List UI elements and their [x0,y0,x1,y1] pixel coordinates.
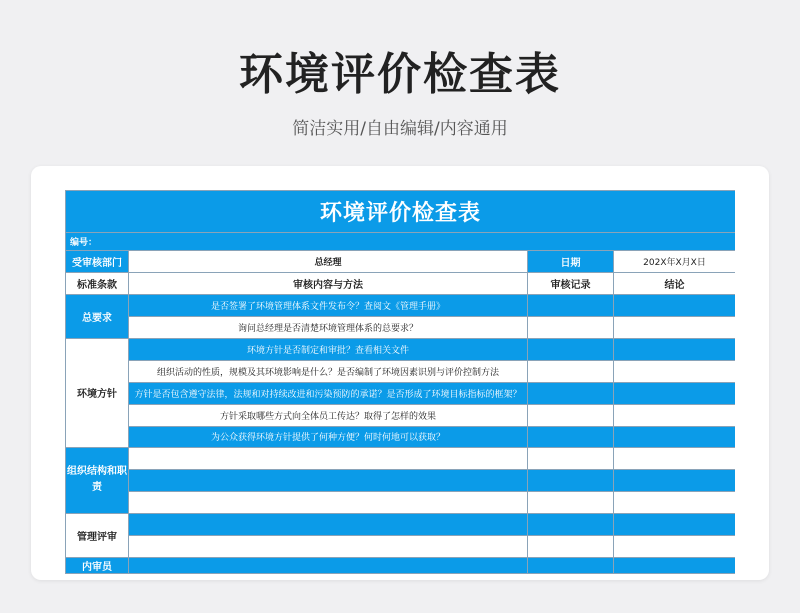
date-value[interactable]: 202X年X月X日 [614,251,736,273]
table-row [66,535,736,557]
item-cell[interactable] [129,448,528,470]
table-row [66,338,736,360]
record-cell[interactable] [528,557,614,573]
item-cell[interactable]: 方针是否包含遵守法律，法规和对持续改进和污染预防的承诺？是否形成了环境目标指标的框架？ [129,382,528,404]
col-conclusion[interactable]: 结论 [614,273,736,295]
record-cell[interactable] [528,535,614,557]
table-row [66,513,736,535]
dept-value[interactable]: 总经理 [129,251,528,273]
dept-row [66,251,736,273]
table-row [66,426,736,448]
conclusion-cell[interactable] [614,382,736,404]
record-cell[interactable] [528,426,614,448]
conclusion-cell[interactable] [614,492,736,514]
table-row [66,470,736,492]
item-cell[interactable] [129,470,528,492]
col-record[interactable]: 审核记录 [528,273,614,295]
table-row [66,492,736,514]
record-cell[interactable] [528,382,614,404]
conclusion-cell[interactable] [614,470,736,492]
sheet-title[interactable]: 环境评价检查表 [66,191,736,233]
item-cell[interactable] [129,535,528,557]
checklist-table [65,190,735,574]
conclusion-cell[interactable] [614,404,736,426]
item-cell[interactable]: 环境方针是否制定和审批？查看相关文件 [129,338,528,360]
record-cell[interactable] [528,448,614,470]
record-cell[interactable] [528,492,614,514]
sheet-title-row [66,191,736,233]
record-cell[interactable] [528,295,614,317]
record-cell[interactable] [528,338,614,360]
conclusion-cell[interactable] [614,448,736,470]
table-row [66,448,736,470]
dept-label[interactable]: 受审核部门 [66,251,129,273]
conclusion-cell[interactable] [614,535,736,557]
section-auditor[interactable]: 内审员 [66,557,129,573]
item-cell[interactable]: 为公众获得环境方针提供了何种方便？何时何地可以获取？ [129,426,528,448]
item-cell[interactable]: 方针采取哪些方式向全体员工传达？取得了怎样的效果 [129,404,528,426]
page-title: 环境评价检查表 [239,49,561,100]
document-card [31,166,769,580]
conclusion-cell[interactable] [614,513,736,535]
conclusion-cell[interactable] [614,338,736,360]
number-label[interactable]: 编号： [66,233,736,251]
item-cell[interactable] [129,557,528,573]
table-row [66,317,736,339]
record-cell[interactable] [528,513,614,535]
column-header-row [66,273,736,295]
section-review[interactable]: 管理评审 [66,513,129,557]
conclusion-cell[interactable] [614,557,736,573]
conclusion-cell[interactable] [614,426,736,448]
conclusion-cell[interactable] [614,317,736,339]
item-cell[interactable] [129,513,528,535]
table-row [66,557,736,573]
table-row [66,295,736,317]
record-cell[interactable] [528,470,614,492]
page-subtitle: 简洁实用/自由编辑/内容通用 [292,119,508,139]
col-clause[interactable]: 标准条款 [66,273,129,295]
conclusion-cell[interactable] [614,360,736,382]
section-general[interactable]: 总要求 [66,295,129,339]
spreadsheet [65,190,735,580]
number-row [66,233,736,251]
record-cell[interactable] [528,404,614,426]
record-cell[interactable] [528,317,614,339]
table-row [66,382,736,404]
section-org[interactable]: 组织结构和职责 [66,448,129,514]
item-cell[interactable]: 是否签署了环境管理体系文件发布令？查阅文《管理手册》 [129,295,528,317]
conclusion-cell[interactable] [614,295,736,317]
date-label[interactable]: 日期 [528,251,614,273]
item-cell[interactable]: 询问总经理是否清楚环境管理体系的总要求？ [129,317,528,339]
section-policy[interactable]: 环境方针 [66,338,129,448]
record-cell[interactable] [528,360,614,382]
col-content[interactable]: 审核内容与方法 [129,273,528,295]
table-row [66,360,736,382]
item-cell[interactable] [129,492,528,514]
table-row [66,404,736,426]
item-cell[interactable]: 组织活动的性质，规模及其环境影响是什么？是否编制了环境因素识别与评价控制方法 [129,360,528,382]
